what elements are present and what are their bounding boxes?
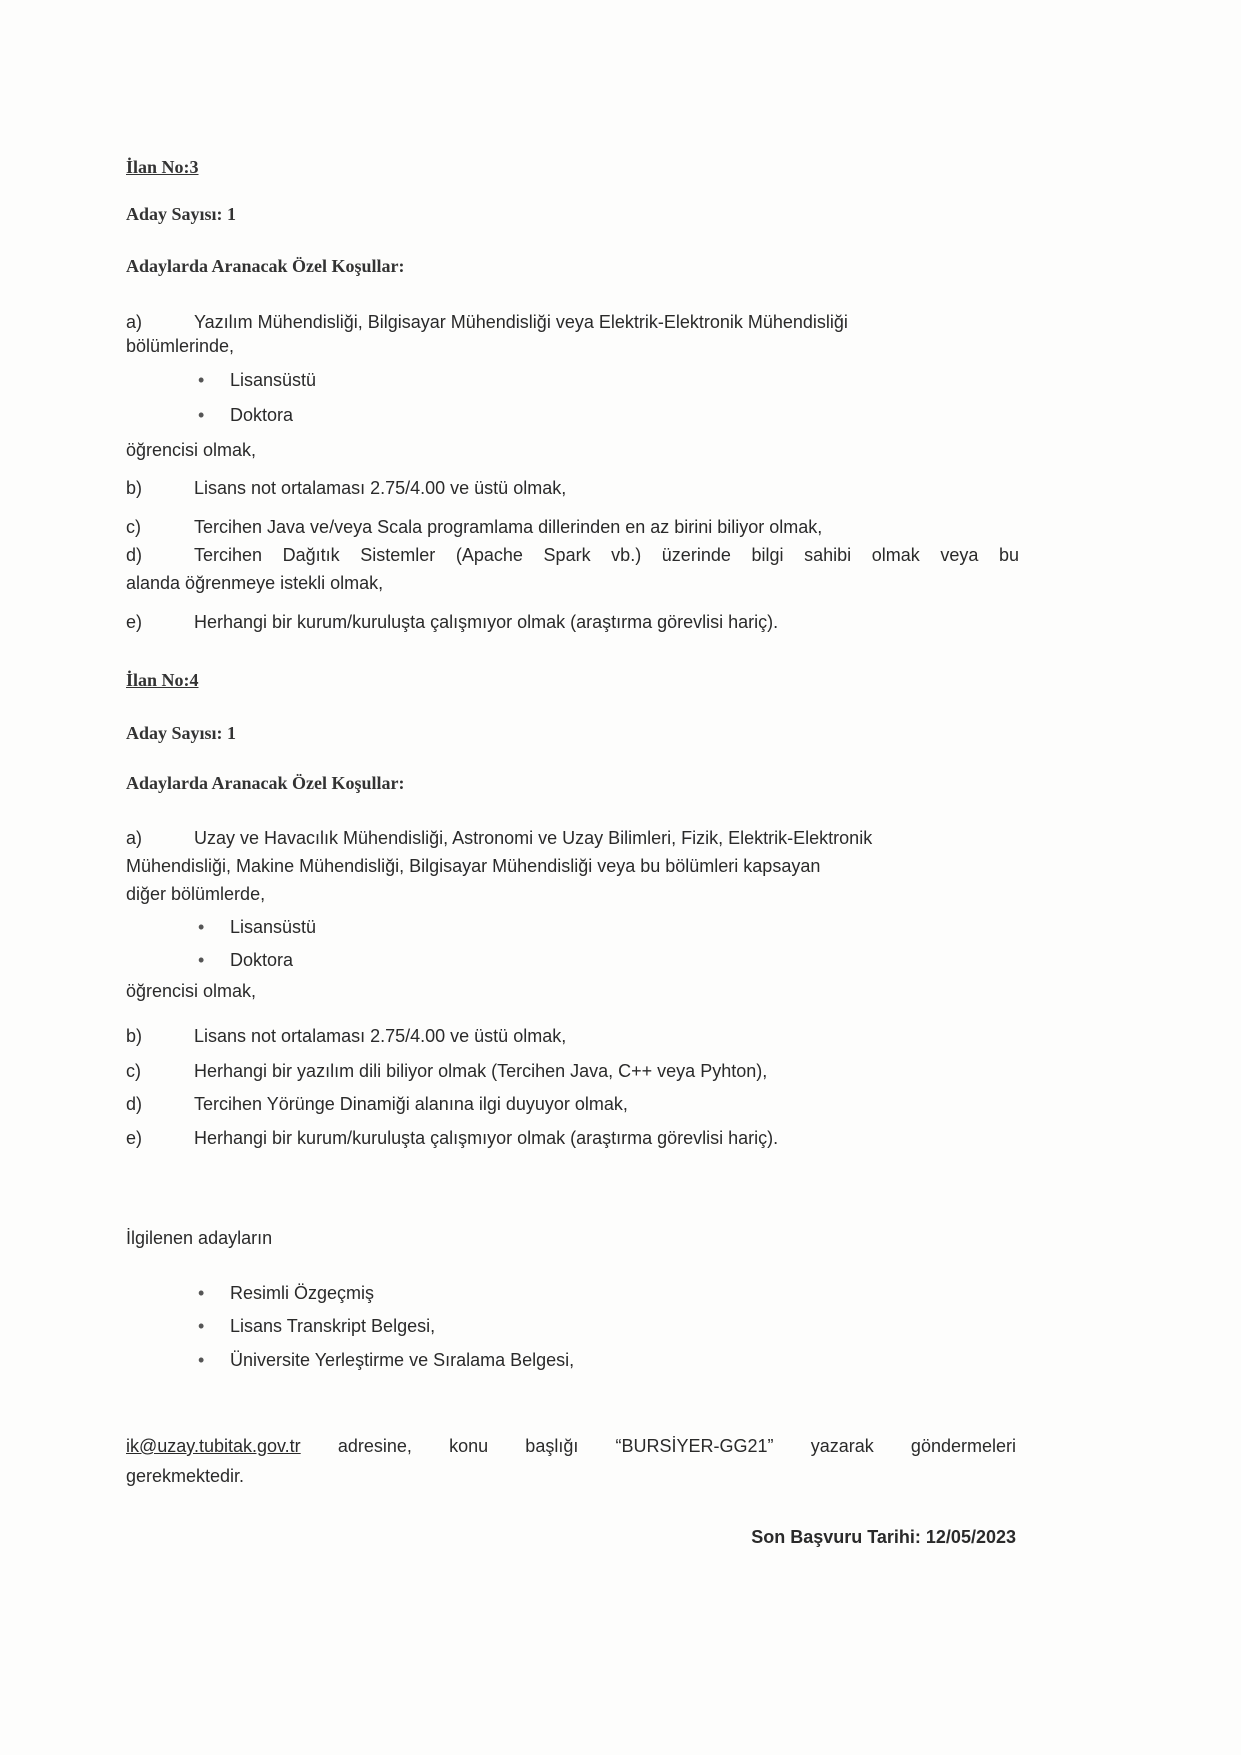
listing-3-candidate-count: Aday Sayısı: 1 <box>126 204 237 224</box>
listing-3-title: İlan No:3 <box>126 157 199 177</box>
item-text: Lisans not ortalaması 2.75/4.00 ve üstü olmak, <box>194 1026 567 1046</box>
item-label: b) <box>126 1026 143 1046</box>
document-list-item <box>198 1314 435 1338</box>
bullet-icon <box>198 368 230 392</box>
item-text: Herhangi bir kurum/kuruluşta çalışmıyor olmak (araştırma görevlisi hariç). <box>194 1128 779 1148</box>
degree-text: Lisansüstü <box>230 370 317 390</box>
listing-3-degree-item <box>198 403 293 427</box>
item-label: a) <box>126 312 143 332</box>
degree-text: Lisansüstü <box>230 917 317 937</box>
item-label: b) <box>126 478 143 498</box>
listing-4-item-c <box>126 1059 767 1083</box>
item-label: d) <box>126 1094 143 1114</box>
item-label: a) <box>126 828 143 848</box>
item-label: e) <box>126 1128 143 1148</box>
degree-text: Doktora <box>230 405 294 425</box>
item-text: Tercihen Java ve/veya Scala programlama dillerinden en az birini biliyor olmak, <box>194 517 823 537</box>
email-link[interactable]: ik@uzay.tubitak.gov.tr <box>126 1436 301 1456</box>
listing-4-conditions-heading: Adaylarda Aranacak Özel Koşullar: <box>126 773 405 793</box>
listing-4-item-a-continuation: Mühendisliği, Makine Mühendisliği, Bilgisayar Mühendisliği veya bu bölümleri kapsayan <box>126 856 821 876</box>
listing-3-degree-item <box>198 368 316 392</box>
listing-3-item-d <box>126 543 1019 567</box>
item-label: e) <box>126 612 143 632</box>
item-text: Herhangi bir kurum/kuruluşta çalışmıyor olmak (araştırma görevlisi hariç). <box>194 612 779 632</box>
application-intro: İlgilenen adayların <box>126 1228 273 1248</box>
listing-4-degree-item <box>198 915 316 939</box>
listing-4-item-b <box>126 1024 566 1048</box>
listing-4-title: İlan No:4 <box>126 670 199 690</box>
degree-text: Doktora <box>230 950 294 970</box>
bullet-icon <box>198 1281 230 1305</box>
item-text: Uzay ve Havacılık Mühendisliği, Astronomi ve Uzay Bilimleri, Fizik, Elektrik-Elektronik <box>194 828 873 848</box>
item-label: d) <box>126 545 143 565</box>
document-list-item <box>198 1348 574 1372</box>
application-instruction <box>126 1434 1016 1458</box>
instruction-text: adresine, konu başlığı “BURSİYER-GG21” yazarak göndermeleri <box>337 1436 1016 1456</box>
listing-3-item-e <box>126 610 778 634</box>
bullet-icon <box>198 948 230 972</box>
document-list-item <box>198 1281 374 1305</box>
document-text: Üniversite Yerleştirme ve Sıralama Belgesi, <box>230 1350 575 1370</box>
listing-4-item-d <box>126 1092 628 1116</box>
listing-3-item-c <box>126 515 822 539</box>
listing-3-item-b <box>126 476 566 500</box>
listing-3-student-status: öğrencisi olmak, <box>126 440 257 460</box>
bullet-icon <box>198 403 230 427</box>
listing-3-conditions-heading: Adaylarda Aranacak Özel Koşullar: <box>126 256 405 276</box>
listing-3-item-a-continuation: bölümlerinde, <box>126 336 235 356</box>
item-text: Lisans not ortalaması 2.75/4.00 ve üstü olmak, <box>194 478 567 498</box>
item-text: Herhangi bir yazılım dili biliyor olmak (Tercihen Java, C++ veya Pyhton), <box>194 1061 768 1081</box>
document-text: Resimli Özgeçmiş <box>230 1283 375 1303</box>
listing-3-item-a <box>126 310 848 334</box>
application-instruction-continuation: gerekmektedir. <box>126 1466 245 1486</box>
listing-4-item-a <box>126 826 872 850</box>
listing-4-candidate-count: Aday Sayısı: 1 <box>126 723 237 743</box>
bullet-icon <box>198 1348 230 1372</box>
listing-4-degree-item <box>198 948 293 972</box>
item-text: Tercihen Dağıtık Sistemler (Apache Spark vb.) üzerinde bilgi sahibi olmak veya bu <box>194 545 1019 565</box>
listing-4-item-e <box>126 1126 778 1150</box>
listing-3-item-d-continuation: alanda öğrenmeye istekli olmak, <box>126 573 384 593</box>
item-label: c) <box>126 517 141 537</box>
bullet-icon <box>198 915 230 939</box>
listing-4-student-status: öğrencisi olmak, <box>126 981 257 1001</box>
item-label: c) <box>126 1061 141 1081</box>
application-deadline: Son Başvuru Tarihi: 12/05/2023 <box>751 1527 1016 1547</box>
item-text: Yazılım Mühendisliği, Bilgisayar Mühendisliği veya Elektrik-Elektronik Mühendisliği <box>194 312 848 332</box>
bullet-icon <box>198 1314 230 1338</box>
item-text: Tercihen Yörünge Dinamiği alanına ilgi duyuyor olmak, <box>194 1094 628 1114</box>
document-text: Lisans Transkript Belgesi, <box>230 1316 436 1336</box>
listing-4-item-a-continuation: diğer bölümlerde, <box>126 884 266 904</box>
